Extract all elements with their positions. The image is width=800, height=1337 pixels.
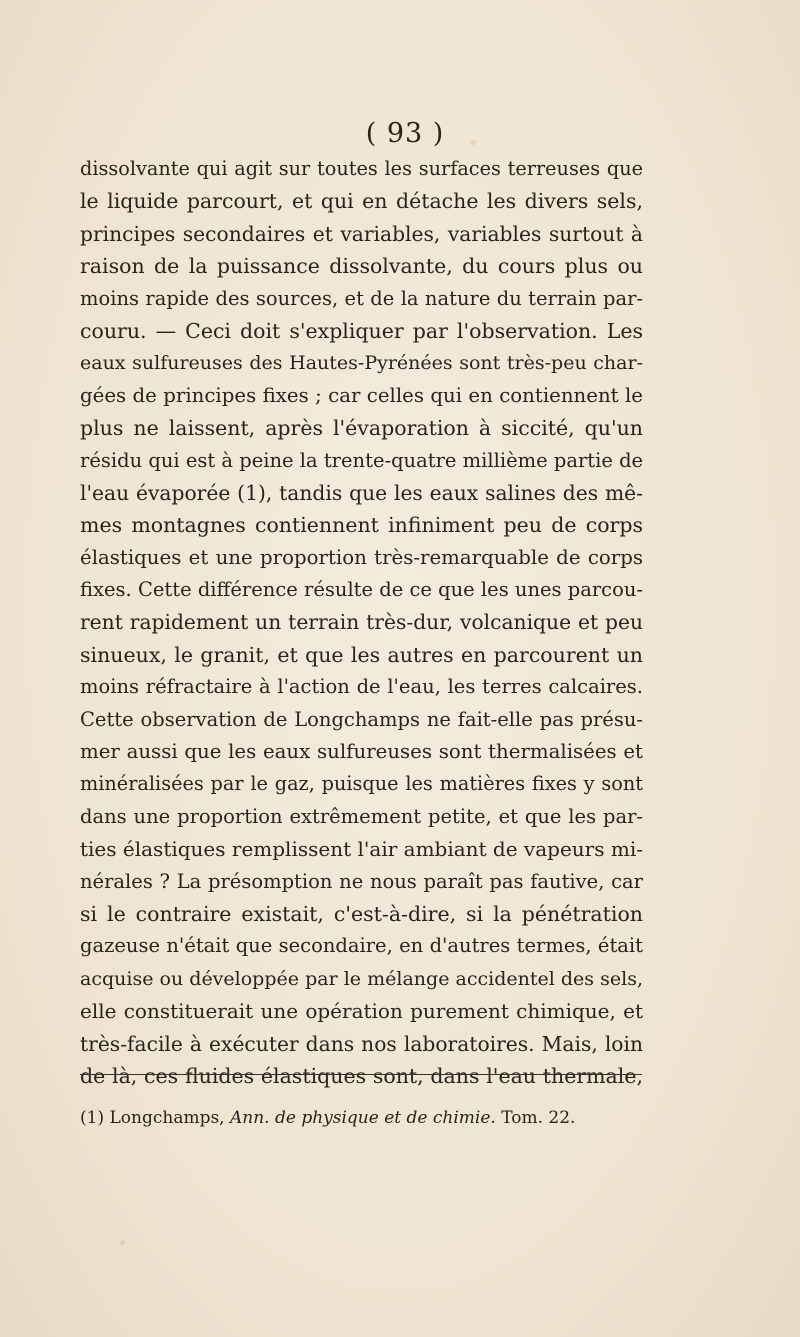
text-line: fixes. Cette différence résulte de ce que les unes parcou- [80, 578, 643, 602]
text-line: elle constituerait une opération purement chimique, et [80, 999, 643, 1024]
footnote-divider [80, 1074, 642, 1075]
text-line: principes secondaires et variables, variables surtout à [80, 221, 643, 246]
text-line: acquise ou développée par le mélange accidentel des sels, [80, 967, 643, 990]
text-line: si le contraire existait, c'est-à-dire, si la pénétration [80, 901, 643, 926]
footnote-author: Longchamps, [109, 1108, 225, 1128]
footnote-marker: (1) [80, 1108, 105, 1128]
text-line: dissolvante qui agit sur toutes les surfaces terreuses que [80, 157, 643, 180]
text-line: résidu qui est à peine la trente-quatre millième partie de [80, 448, 644, 472]
text-line: dans une proportion extrêmement petite, et que les par- [80, 804, 643, 828]
paper-foxing-spot [120, 1240, 125, 1245]
text-line: Cette observation de Longchamps ne fait-elle pas présu- [80, 707, 643, 731]
text-line: de là, ces fluides élastiques sont, dans l'eau thermale, [80, 1063, 643, 1088]
text-line: couru. — Ceci doit s'expliquer par l'observation. Les [80, 318, 643, 343]
text-line: rent rapidement un terrain très-dur, volcanique et peu [80, 610, 643, 635]
text-line: l'eau évaporée (1), tandis que les eaux salines des mê- [80, 480, 643, 505]
text-line: élastiques et une proportion très-remarquable de corps [80, 545, 643, 569]
text-line: plus ne laissent, après l'évaporation à siccité, qu'un [80, 416, 643, 441]
text-line: gazeuse n'était que secondaire, en d'autres termes, était [80, 934, 643, 958]
footnote-journal: Ann. de physique et de chimie. [230, 1108, 496, 1128]
text-line: le liquide parcourt, et qui en détache les divers sels, [80, 189, 643, 214]
text-line: mer aussi que les eaux sulfureuses sont thermalisées et [80, 740, 643, 764]
text-line: eaux sulfureuses des Hautes-Pyrénées sont très-peu char- [80, 352, 643, 375]
text-line: minéralisées par le gaz, puisque les matières fixes y sont [80, 772, 643, 796]
page-number: ( 93 ) [365, 118, 445, 149]
text-line: sinueux, le granit, et que les autres en parcourent un [80, 642, 643, 667]
footnote [80, 1108, 650, 1128]
text-line: très-facile à exécuter dans nos laboratoires. Mais, loin [80, 1031, 643, 1056]
text-line: raison de la puissance dissolvante, du cours plus ou [80, 254, 643, 279]
text-line: gées de principes fixes ; car celles qui en contiennent le [80, 383, 643, 407]
text-line: mes montagnes contiennent infiniment peu de corps [80, 513, 643, 538]
text-line: moins rapide des sources, et de la nature du terrain par- [80, 286, 643, 310]
text-line: ties élastiques remplissent l'air ambiant de vapeurs mi- [80, 837, 643, 862]
text-line: moins réfractaire à l'action de l'eau, les terres calcaires. [80, 675, 643, 699]
text-line: nérales ? La présomption ne nous paraît pas fautive, car [80, 869, 643, 893]
footnote-volume: Tom. 22. [501, 1108, 576, 1128]
body-text [80, 153, 643, 1092]
